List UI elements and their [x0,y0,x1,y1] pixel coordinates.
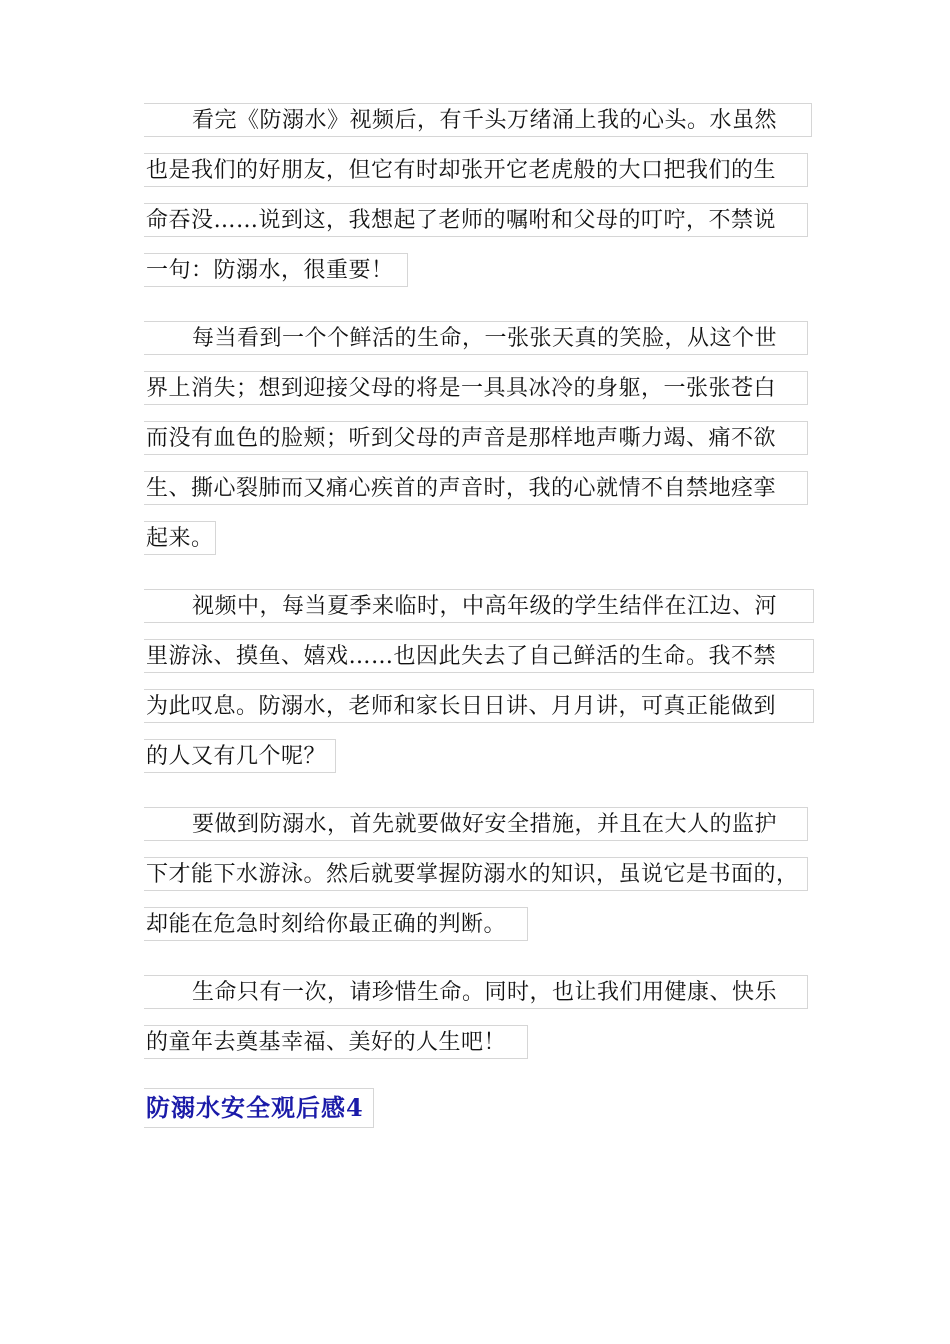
paragraph-5-line-2: 的童年去奠基幸福、美好的人生吧！ [144,1025,528,1059]
paragraph-2-line-2: 界上消失；想到迎接父母的将是一具具冰冷的身躯，一张张苍白 [144,371,808,405]
paragraph-4-line-1: 要做到防溺水，首先就要做好安全措施，并且在大人的监护 [144,807,808,841]
paragraph-4-line-2: 下才能下水游泳。然后就要掌握防溺水的知识，虽说它是书面的， [144,857,808,891]
paragraph-2-line-3: 而没有血色的脸颊；听到父母的声音是那样地声嘶力竭、痛不欲 [144,421,808,455]
paragraph-3-line-2: 里游泳、摸鱼、嬉戏……也因此失去了自己鲜活的生命。我不禁 [144,639,814,673]
paragraph-1-line-1: 看完《防溺水》视频后，有千头万绪涌上我的心头。水虽然 [144,103,812,137]
paragraph-1-line-4: 一句：防溺水，很重要！ [144,253,408,287]
paragraph-5-line-1: 生命只有一次，请珍惜生命。同时，也让我们用健康、快乐 [144,975,808,1009]
paragraph-3-line-3: 为此叹息。防溺水，老师和家长日日讲、月月讲，可真正能做到 [144,689,814,723]
section-heading: 防溺水安全观后感4 [144,1088,374,1128]
paragraph-1-line-3: 命吞没……说到这，我想起了老师的嘱咐和父母的叮咛，不禁说 [144,203,808,237]
paragraph-2-line-5: 起来。 [144,521,216,555]
paragraph-2-line-4: 生、撕心裂肺而又痛心疾首的声音时，我的心就情不自禁地痉挛 [144,471,808,505]
paragraph-4-line-3: 却能在危急时刻给你最正确的判断。 [144,907,528,941]
paragraph-3-line-1: 视频中，每当夏季来临时，中高年级的学生结伴在江边、河 [144,589,814,623]
paragraph-1-line-2: 也是我们的好朋友，但它有时却张开它老虎般的大口把我们的生 [144,153,808,187]
paragraph-3-line-4: 的人又有几个呢？ [144,739,336,773]
paragraph-2-line-1: 每当看到一个个鲜活的生命，一张张天真的笑脸，从这个世 [144,321,808,355]
